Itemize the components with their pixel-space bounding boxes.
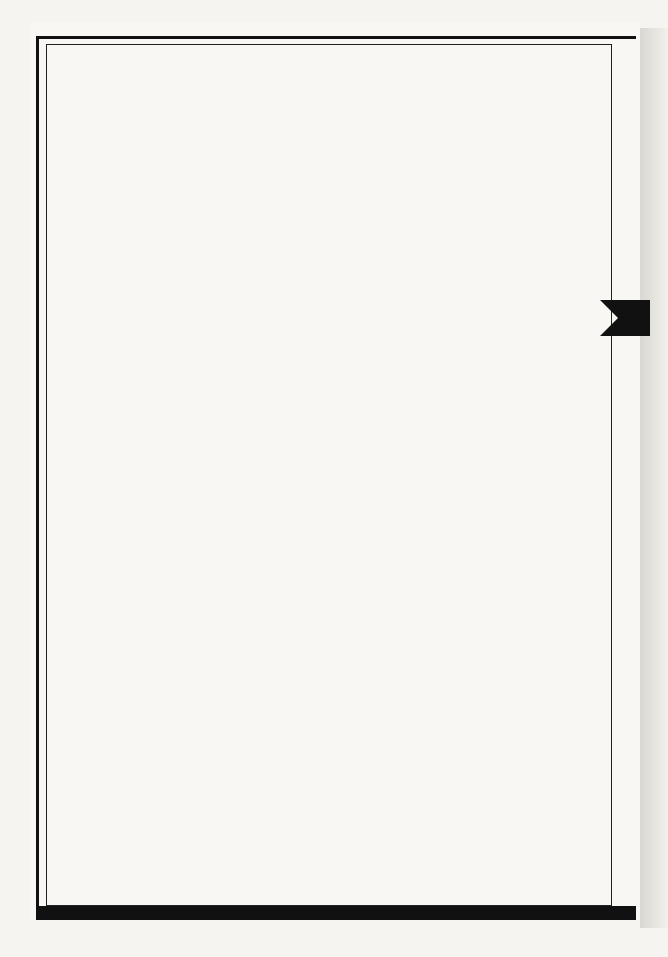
pei-entry: [282, 560, 326, 900]
fishtail-ornament-icon: [600, 300, 650, 336]
margin-volume: [612, 410, 652, 590]
xuan-entry-tail: [190, 580, 234, 900]
you-entry: [56, 820, 100, 900]
mi-entry: [236, 600, 280, 900]
xin-entry-tail: [424, 540, 468, 900]
bottom-rule: [36, 906, 636, 920]
nen-entry: [144, 640, 188, 900]
hua-entry-tail: [376, 600, 420, 900]
xie-entry: [480, 460, 524, 900]
feng-entry: [56, 600, 100, 601]
yu-entry: [100, 700, 144, 900]
right-block-text: [560, 372, 604, 902]
